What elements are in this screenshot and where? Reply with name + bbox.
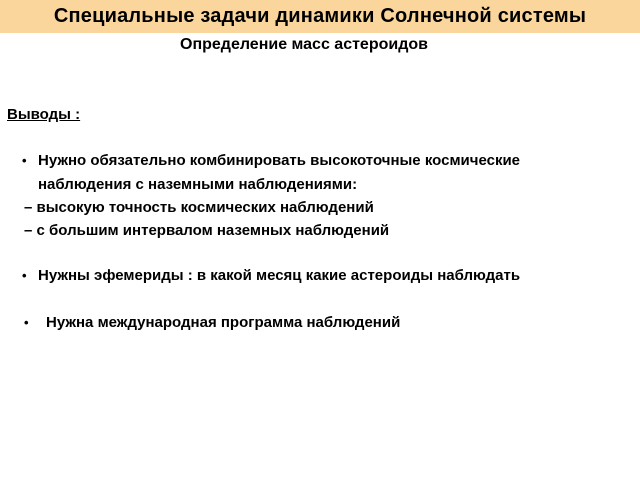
- slide-title: Специальные задачи динамики Солнечной системы: [53, 5, 587, 27]
- conclusion-item-2: Нужны эфемериды : в какой месяц какие астероиды наблюдать: [38, 267, 521, 284]
- slide-subtitle: Определение масс астероидов: [180, 36, 428, 53]
- conclusions-heading: Выводы :: [7, 106, 81, 123]
- bullet-icon: •: [24, 315, 29, 330]
- conclusion-item-1-line-1: Нужно обязательно комбинировать высокоточные космические: [38, 152, 521, 169]
- title-bar: [0, 0, 640, 33]
- conclusion-item-1-subpoint-2: – с большим интервалом наземных наблюдений: [24, 222, 390, 239]
- bullet-icon: •: [22, 153, 27, 168]
- conclusion-item-1-line-2: наблюдения с наземными наблюдениями:: [38, 176, 358, 193]
- bullet-icon: •: [22, 268, 27, 283]
- conclusion-item-3: Нужна международная программа наблюдений: [46, 314, 401, 331]
- conclusion-item-1-subpoint-1: – высокую точность космических наблюдений: [24, 199, 374, 216]
